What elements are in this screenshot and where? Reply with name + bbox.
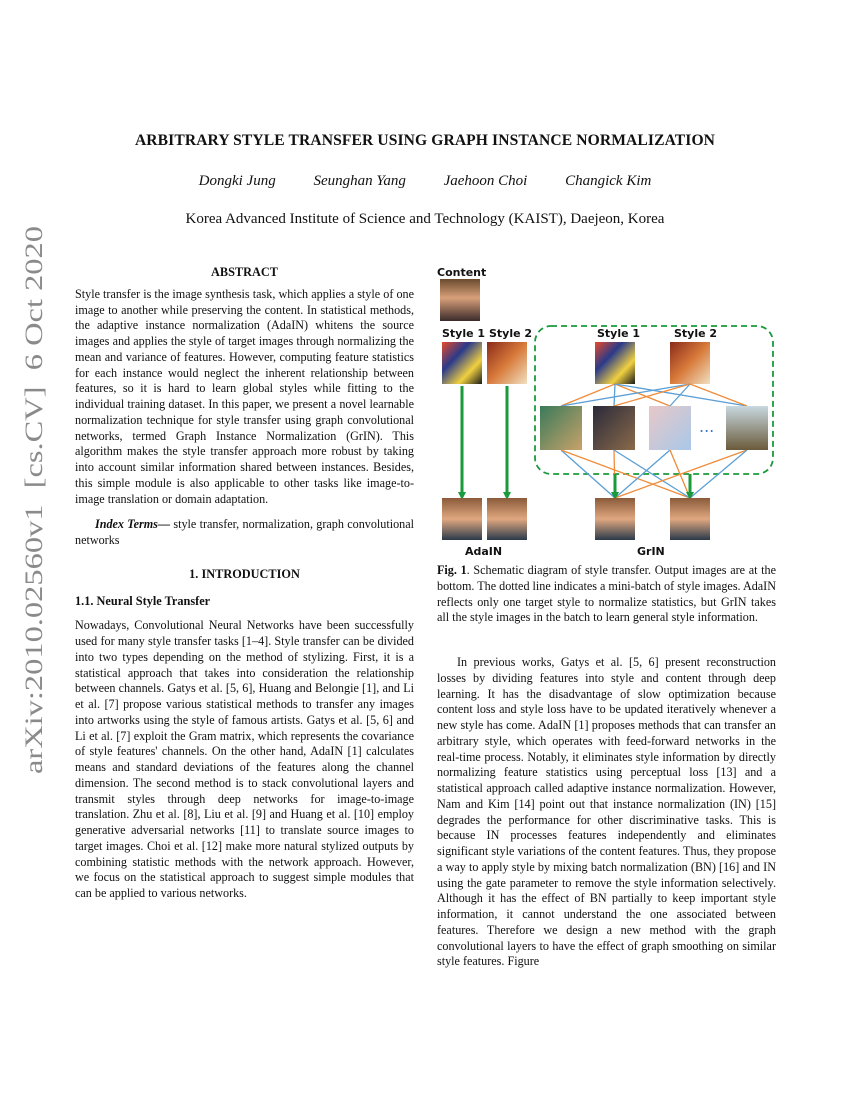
figure-caption xyxy=(437,563,776,626)
grin-output-1 xyxy=(595,498,635,540)
style2-label: Style 2 xyxy=(489,327,533,340)
abstract-heading: ABSTRACT xyxy=(211,265,278,279)
grin-style1-label: Style 1 xyxy=(597,327,641,340)
grin-style1-image xyxy=(595,342,635,384)
batch-style-image-1 xyxy=(540,406,582,450)
content-label: Content xyxy=(437,266,487,279)
caption-text: . Schematic diagram of style transfer. Output images are at the bottom. The dotted line indicates a mini-batch of style images. AdaIN reflects only one target style to normalize statistics, but GrIN takes all the style images in the batch to learn general style information. xyxy=(437,563,777,625)
abstract-text: Style transfer is the image synthesis task, which applies a style of one image to another while preserving the content. In statistical methods, the adaptive instance normalization (AdaIN) whitens the source images and applies the style of target images through normalizing the mean and variance of features. However, computing feature statistics for each instance would neglect the inherent relationship between features, so it is hard to learn global styles while fitting to the individual training dataset. In this paper, we present a novel learnable normalization technique for style transfer using graph convolutional networks, termed Graph Instance Normalization (GrIN). This algorithm makes the style transfer approach more robust by taking into account similar information shared between instances. Besides, this simple module is also applicable to other tasks like image-to-image translation or domain adaptation. xyxy=(75,286,414,506)
author-name: Changick Kim xyxy=(565,173,652,189)
intro-text: Nowadays, Convolutional Neural Networks have been successfully used for many style transfer tasks [1–4]. Style transfer can be divided into two types depending on the method of stylizing. First, it is a statistical approach that takes into consideration the relationship between channels. Gatys et al. [5, 6], Huang and Belongie [1], and Li et al. [7] propose various statistical methods to transfer any images into artworks using the style of famous artists. Gatys et al. [5, 6] and Li et al. [7] exploit the Gram matrix, which represents the covariance of style features' channels. On the other hand, AdaIN [1] calculates means and standard deviations of the features along the channel dimension. The second method is to stack convolutional layers and transmit styles through deep networks for image-to-image translation. Zhu et al. [8], Liu et al. [9] and Huang et al. [10] employ generative adversarial networks [11] to translate source images to target images. Choi et al. [12] make more natural stylized outputs by combining statistic methods with the network approach. However, we focus on the statistical approach to suggest simple modules that can be applied to various networks. xyxy=(75,618,414,900)
author-name: Seunghan Yang xyxy=(313,173,406,189)
batch-style-image-2 xyxy=(593,406,635,450)
paper-title: ARBITRARY STYLE TRANSFER USING GRAPH INSTANCE NORMALIZATION xyxy=(134,132,716,149)
style1-image xyxy=(442,342,482,384)
author-list xyxy=(75,173,775,190)
adain-label: AdaIN xyxy=(465,545,503,558)
author-name: Jaehoon Choi xyxy=(443,173,528,189)
grin-label: GrIN xyxy=(637,545,665,558)
adain-output-1 xyxy=(442,498,482,540)
ellipsis: ... xyxy=(699,417,715,436)
style1-label: Style 1 xyxy=(442,327,486,340)
adain-output-2 xyxy=(487,498,527,540)
section-heading: 1. INTRODUCTION xyxy=(189,566,300,581)
grin-style2-label: Style 2 xyxy=(674,327,718,340)
affiliation: Korea Advanced Institute of Science and Technology (KAIST), Daejeon, Korea xyxy=(185,211,665,227)
index-terms xyxy=(75,517,414,549)
index-terms-label: Index Terms— xyxy=(95,517,171,532)
subsection-heading: 1.1. Neural Style Transfer xyxy=(75,593,211,608)
batch-style-image-4 xyxy=(726,406,768,450)
caption-label: Fig. 1 xyxy=(437,563,467,577)
arxiv-side-label xyxy=(4,222,52,782)
grin-output-2 xyxy=(670,498,710,540)
index-terms-text: style transfer, normalization, graph convolutional networks xyxy=(75,517,415,547)
right-column xyxy=(437,655,776,970)
grin-style2-image xyxy=(670,342,710,384)
arxiv-identifier: arXiv:2010.02560v1 [cs.CV] 6 Oct 2020 xyxy=(19,343,48,774)
content-image xyxy=(440,279,480,321)
author-name: Dongki Jung xyxy=(198,173,276,189)
batch-style-image-3 xyxy=(649,406,691,450)
left-column xyxy=(75,265,414,902)
style2-image xyxy=(487,342,527,384)
previous-works-text: In previous works, Gatys et al. [5, 6] present reconstruction losses by dividing features into style and content through deep learning. It has the disadvantage of slow optimization because content loss and style loss have to be updated iteratively whenever a new style has come. AdaIN [1] proposes methods that can transfer an arbitrary style, which operates with feed-forward networks in the real-time process. Notably, it eliminates style information by directly normalizing feature statistics using perceptual loss [13] and a statistical approach called adaptive instance normalization. However, Nam and Kim [14] point out that instance normalization (IN) [15] degrades the performance for other discriminative tasks. This is because IN processes features independently and eliminates significant style variations of the content features. Thus, they propose a way to apply style by mixing batch normalization (BN) [16] and IN using the gate parameter to remove the style information selectively. Although it has the effect of BN partially to keep important style information, it cannot understand the one associated between features. Therefore we design a new method with the graph convolutional layers to have the effect of graph smoothing on similar style features. Figure xyxy=(437,655,776,969)
figure-1 xyxy=(437,264,776,559)
